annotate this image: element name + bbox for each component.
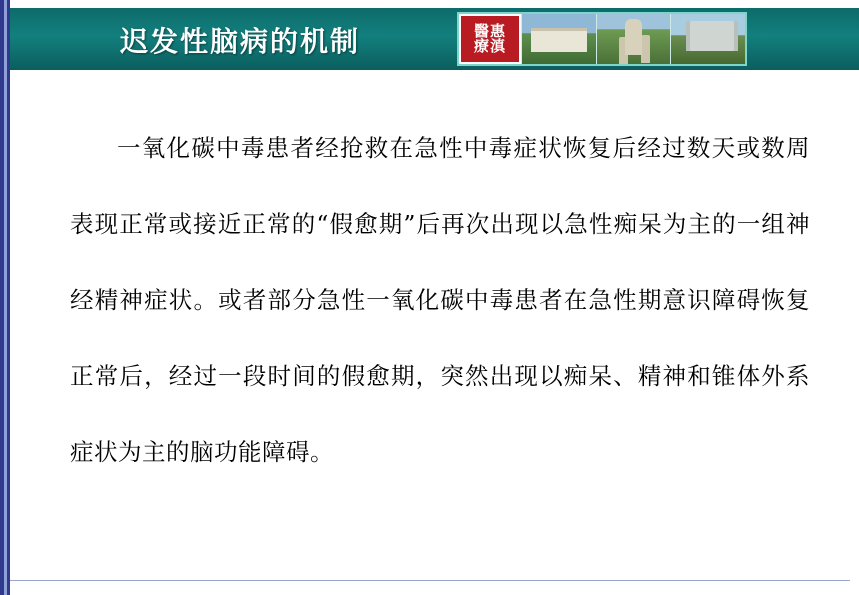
left-accent-bar-inner: [4, 0, 7, 595]
slide-body-paragraph: 一氧化碳中毒患者经抢救在急性中毒症状恢复后经过数天或数周表现正常或接近正常的“假愈期”后再次出现以急性痴呆为主的一组神经精神症状。或者部分急性一氧化碳中毒患者在急性期意识障碍恢复正常后，经过一段时间的假愈期，突然出现以痴呆、精神和锥体外系症状为主的脑功能障碍。: [70, 134, 810, 466]
hospital-photo-2-image: [596, 14, 671, 64]
logo-line-2: 療滇: [473, 37, 506, 55]
hospital-logo: [459, 14, 521, 64]
hospital-photo-3-image: [670, 14, 745, 64]
logo-line-1: 醫惠: [473, 22, 506, 40]
hospital-photo-1-image: [521, 14, 596, 64]
bottom-divider: [10, 580, 850, 581]
slide-title: 迟发性脑病的机制: [120, 25, 361, 58]
slide-header-band: [10, 8, 859, 70]
left-accent-bar: [0, 0, 10, 595]
hospital-logo-strip: [457, 12, 747, 66]
